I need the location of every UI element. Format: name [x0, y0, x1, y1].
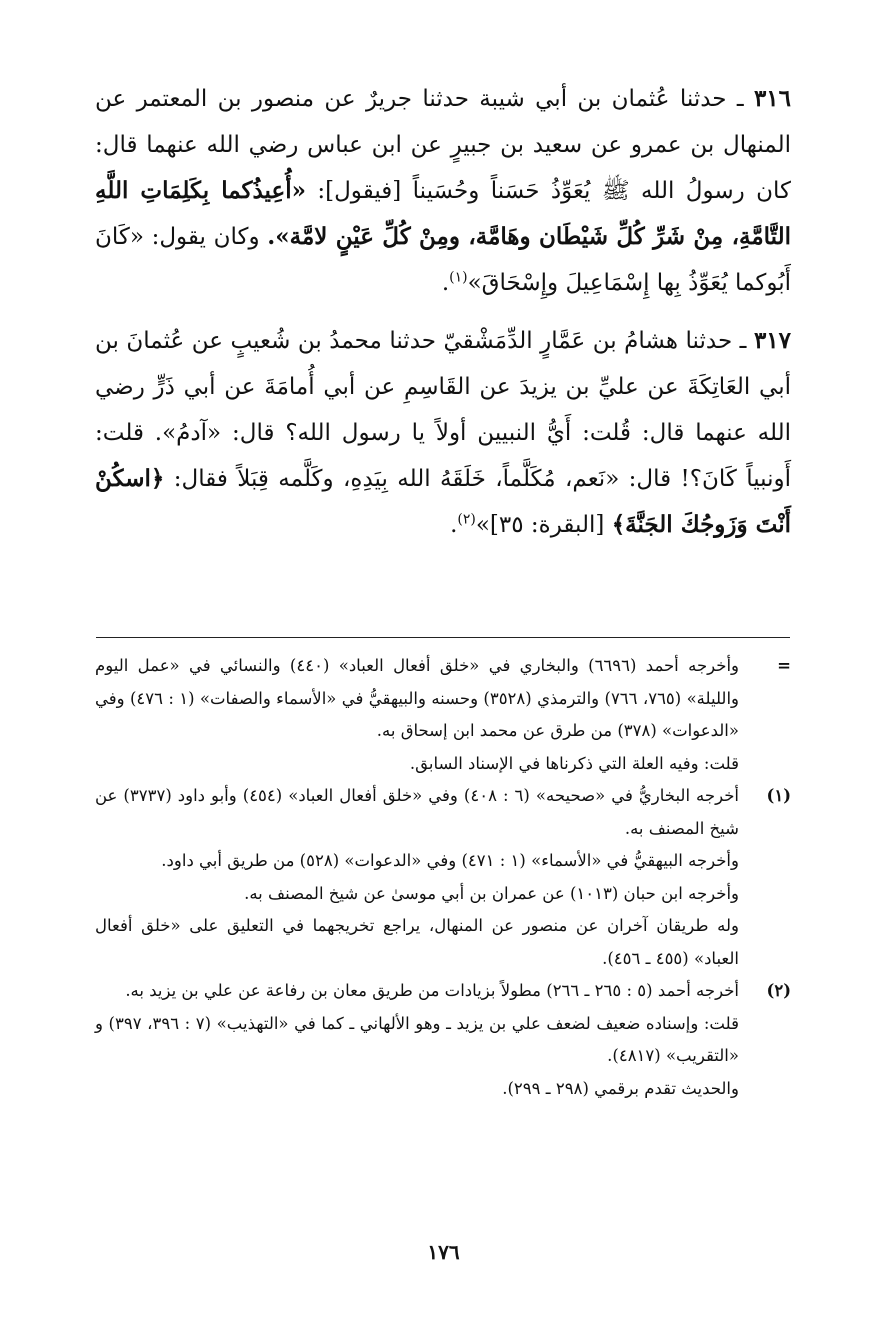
footnote-continuation [95, 650, 791, 780]
footnote-2 [95, 975, 791, 1105]
footnote-paragraph: أخرجه البخاريُّ في «صحيحه» (٦ : ٤٠٨) وفي «خلق أفعال العباد» (٤٥٤) وأبو داود (٣٧٣٧) عن شيخ المصنف به. [95, 786, 739, 838]
quran-quote: ﴿اسكُنْ أَنْتَ وَزَوجُكَ الجَنَّةَ﴾ [95, 465, 791, 538]
hadith-316 [95, 76, 791, 306]
hadith-number: ٣١٧ [753, 327, 792, 354]
footnote-1 [95, 780, 791, 975]
page-number: ١٧٦ [427, 1240, 460, 1264]
footnote-marker: (٢) [766, 981, 791, 1000]
hadith-quote: «أُعِيذُكما بِكَلِمَاتِ اللَّهِ التَّامَّةِ، مِنْ شَرِّ كُلِّ شَيْطَان وهَامَّة، ومِنْ كُلِّ عَيْنٍ لامَّة». [95, 177, 792, 250]
hadith-end: . [441, 270, 450, 296]
footnote-reference: (٢) [457, 511, 476, 528]
hadith-text: ـ حدثنا هشامُ بن عَمَّارٍ الدِّمَشْقيّ حدثنا محمدُ بن شُعيبٍ عن عُثمانَ بن أبي العَاتِكَةَ عن عليِّ بن يزيدَ عن القَاسِمِ عن أبي أُمامَةَ عن أبي ذَرٍّ رضي الله عنهما قال: قُلت: أَيُّ النبيين أولاً يا رسول الله؟ قال: «آدمُ». قلت: أَونبياً كَانَ؟! قال: «نَعم، مُكَلَّماً، خَلَقَهُ الله بِيَدِهِ، وكَلَّمه قِبَلاً فقال: [95, 328, 792, 492]
hadith-text: ـ حدثنا عُثمان بن أبي شيبة حدثنا جريرٌ عن منصور بن المعتمر عن المنهال بن عمرو عن سعيد بن جبيرٍ عن ابن عباس رضي الله عنهما قال: كان رسولُ الله ﷺ يُعَوِّذُ حَسَناً وحُسَيناً [فيقول]: [95, 86, 791, 204]
hadith-continuation: وكان يقول: «كَانَ أَبُوكما يُعَوِّذُ بِها إِسْمَاعِيلَ وإِسْحَاقَ» [95, 224, 791, 296]
footnotes [95, 650, 791, 1105]
footnote-paragraph: والحديث تقدم برقمي (٢٩٨ ـ ٢٩٩). [502, 1078, 739, 1098]
footnote-paragraph: أخرجه أحمد (٥ : ٢٦٥ ـ ٢٦٦) مطولاً بزيادات من طريق معان بن رفاعة عن علي بن يزيد به. [125, 981, 739, 1000]
footnote-paragraph: وأخرجه أحمد (٦٦٩٦) والبخاري في «خلق أفعال العباد» (٤٤٠) والنسائي في «عمل اليوم والليلة» (٧٦٥، ٧٦٦) والترمذي (٣٥٢٨) وحسنه والبيهقيُّ في «الأسماء والصفات» (١ : ٤٧٦) وفي «الدعوات» (٣٧٨) من طرق عن محمد ابن إسحاق به. [95, 656, 740, 740]
hadith-end: . [450, 512, 458, 538]
footnote-marker: (١) [766, 786, 791, 805]
hadith-number: ٣١٦ [753, 85, 791, 112]
footnote-paragraph: وأخرجه البيهقيُّ في «الأسماء» (١ : ٤٧١) وفي «الدعوات» (٥٢٨) من طريق أبي داود. [161, 851, 739, 870]
main-text [95, 76, 791, 560]
footnote-paragraph: قلت: وفيه العلة التي ذكرناها في الإسناد السابق. [409, 753, 739, 773]
footnote-marker: = [777, 656, 791, 675]
footnote-reference: (١) [449, 269, 468, 286]
footnote-paragraph: وأخرجه ابن حبان (١٠١٣) عن عمران بن أبي موسىٰ عن شيخ المصنف به. [244, 883, 739, 903]
footnote-divider [96, 637, 790, 638]
hadith-317 [95, 318, 791, 548]
quran-reference: [البقرة: ٣٥]» [475, 512, 605, 538]
footnote-body [95, 780, 739, 975]
footnote-body [95, 975, 739, 1105]
footnote-body [95, 650, 739, 780]
footnote-paragraph: قلت: وإسناده ضعيف لضعف علي بن يزيد ـ وهو الألهاني ـ كما في «التهذيب» (٧ : ٣٩٦، ٣٩٧) و «التقريب» (٤٨١٧). [95, 1013, 739, 1065]
footnote-paragraph: وله طريقان آخران عن منصور عن المنهال، يراجع تخريجهما في التعليق على «خلق أفعال العباد» (٤٥٥ ـ ٤٥٦). [95, 916, 739, 968]
